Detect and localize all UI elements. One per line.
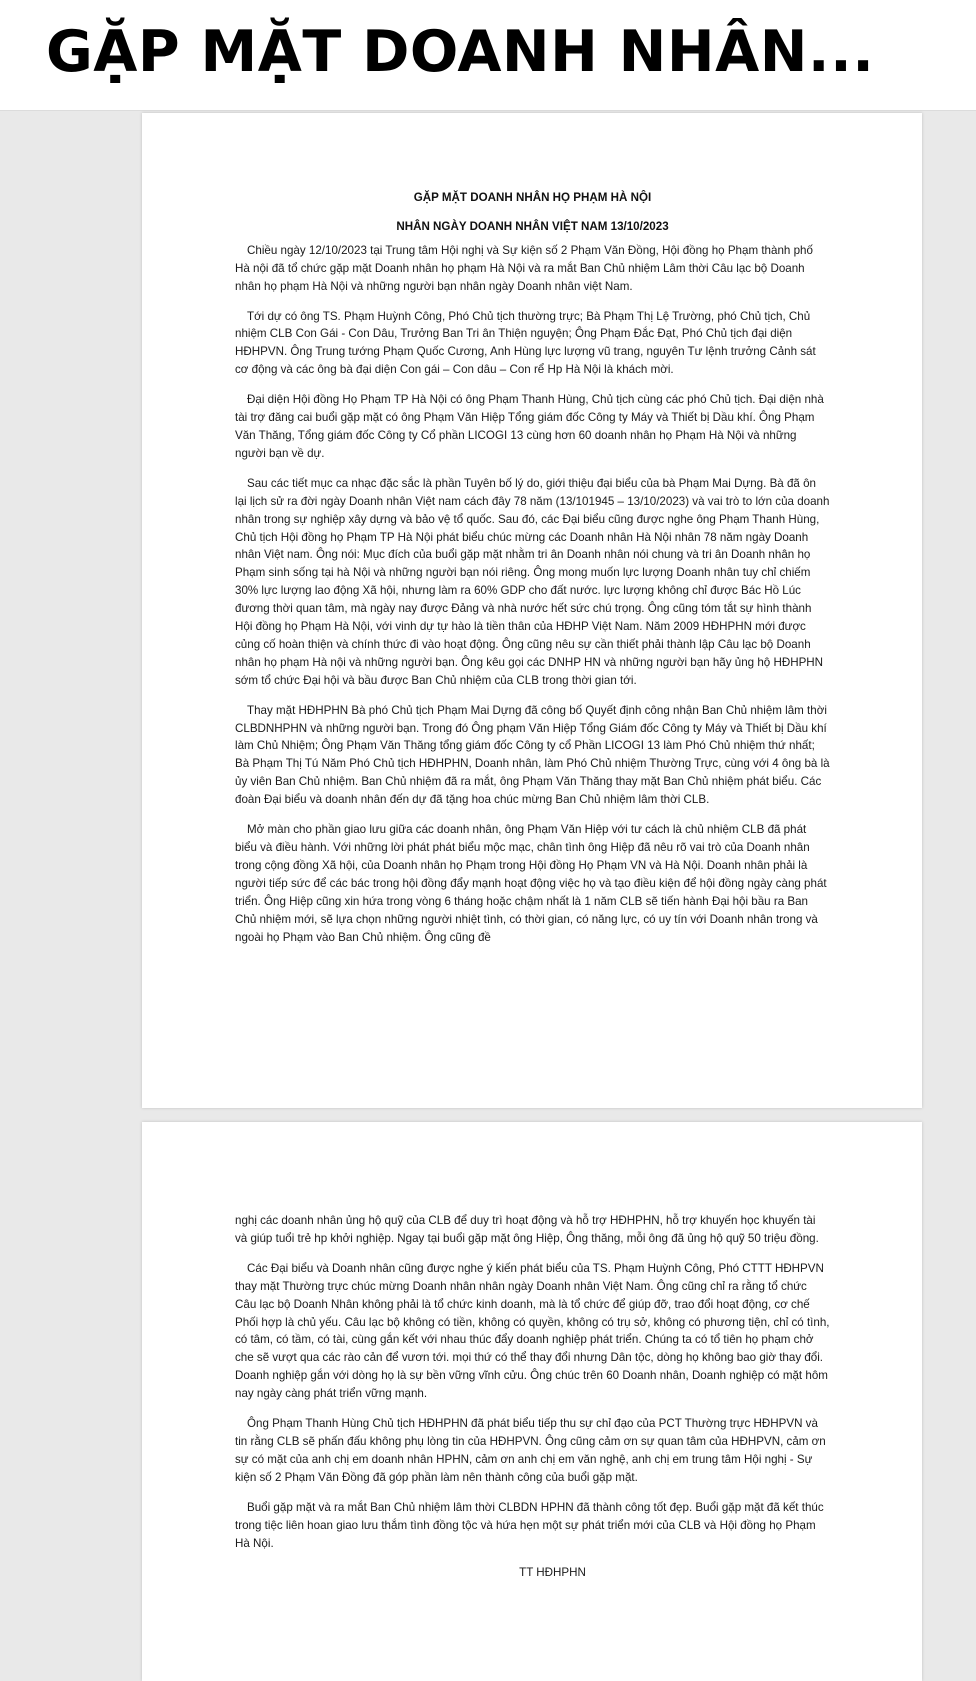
headline-banner: [0, 0, 976, 111]
paragraph: nghị các doanh nhân ủng hộ quỹ của CLB để duy trì hoạt động và hỗ trợ HĐHPHN, hỗ trợ khuyến học khuyến tài và giúp tuổi trẻ hp khởi nghiệp. Ngay tại buổi gặp mặt ông Hiệp, Ông thăng, mỗi ông đã ủng hộ quỹ 50 triệu đồng.: [235, 1214, 819, 1245]
document-subtitle: NHÂN NGÀY DOANH NHÂN VIỆT NAM 13/10/2023: [396, 219, 669, 233]
paragraph: Ông Phạm Thanh Hùng Chủ tịch HĐHPHN đã phát biểu tiếp thu sự chỉ đạo của PCT Thường trực HĐHPVN và tin rằng CLB sẽ phấn đấu không phụ lòng tin của HĐHPVN. Ông cũng cảm ơn sự quan tâm của HĐHPVN, cảm ơn sự có mặt của anh chị em doanh nhân HPHN, cảm ơn anh chị em văn nghệ, anh chị em trung tâm Hội nghị - Sự kiện số 2 Phạm Văn Đồng đã góp phần làm nên thành công của buổi gặp mặt.: [235, 1417, 826, 1484]
document-title: GẶP MẶT DOANH NHÂN HỌ PHẠM HÀ NỘI: [413, 191, 652, 204]
paragraph: Sau các tiết mục ca nhạc đặc sắc là phần Tuyên bố lý do, giới thiệu đại biểu của bà Phạm Mai Dựng. Bà đã ôn lại lịch sử ra đời ngày Doanh nhân Việt nam cách đây 78 năm (13/101945 – 13/10/2023) và vai trò to lớn của doanh nhân trong sự nghiệp xây dựng và bảo vệ tổ quốc. Sau đó, các Đại biểu cũng được nghe ông Phạm Thanh Hùng, Chủ tịch Hội đồng họ Phạm TP Hà Nội phát biểu chúc mừng các Doanh nhân Hà Nội nhân 78 năm ngày Doanh nhân Việt nam. Ông nói: Mục đích của buổi gặp mặt nhằm tri ân Doanh nhân nói chung và tri ân Doanh nhân họ Phạm sinh sống tại hà Nội và những người bạn nói riêng. Ông mong muốn lực lượng Doanh nhân tuy chỉ chiếm 30% lực lượng lao động Xã hội, nhưng làm ra 60% GDP cho đất nước. lực lượng không chỉ được Bác Hồ Lúc đương thời quan tâm, mà ngày nay được Đảng và nhà nước hết sức chú trọng. Ông cũng tóm tắt sự hình thành Hội đồng họ Phạm Hà Nội, với vinh dự tự hào là tiền thân của HĐHP Việt Nam. Năm 2009 HĐHPHN mới được củng cố hoàn thiện và chính thức đi vào hoạt động. Ông cũng nêu sự cần thiết phải thành lập Câu lạc bộ Doanh nhân họ phạm Hà nội và những người bạn. Ông kêu gọi các DNHP HN và những người bạn hãy ủng hộ HĐHPHN sớm tổ chức Đại hội và bầu được Ban Chủ nhiệm của CLB trong thời gian tới.: [235, 476, 830, 687]
paragraph: Các Đại biểu và Doanh nhân cũng được nghe ý kiến phát biểu của TS. Phạm Huỳnh Công, Phó CTTT HĐHPVN thay mặt Thường trực chúc mừng Doanh nhân nhân ngày Doanh nhân Việt Nam. Ông cũng chỉ ra rằng tổ chức Câu lạc bộ Doanh Nhân không phải là tổ chức kinh doanh, mà là tổ chức để giúp đỡ, trao đổi hoạt động, cơ chế Phối hợp là chủ yếu. Câu lạc bộ không có tiền, không có quyền, không có trụ sở, không có phương tiện, chỉ có tình, có tâm, có tầm, có tài, cùng gắn kết với nhau thúc đẩy doanh nghiệp phát triển. Chúng ta có tổ tiên họ phạm chở che sẽ vượt qua các rào cản để vươn tới. mọi thứ có thể thay đổi nhưng Dân tộc, dòng họ không bao giờ thay đổi. Doanh nghiệp gắn với dòng họ là sự bền vững vĩnh cửu. Ông chúc trên 60 Doanh nhân, Doanh nghiệp có mặt hôm nay ngày càng phát triển vững mạnh.: [235, 1261, 830, 1401]
paragraph: Đại diện Hội đồng Họ Phạm TP Hà Nội có ông Phạm Thanh Hùng, Chủ tịch cùng các phó Chủ tịch. Đại diện nhà tài trợ đăng cai buổi gặp mặt có ông Phạm Văn Hiệp Tổng giám đốc Công ty Máy và Thiết bị Dầu khí. Ông Phạm Văn Thăng, Tổng giám đốc Công ty Cổ phần LICOGI 13 cùng hơn 60 doanh nhân họ Phạm Hà Nội và những người bạn về dự.: [235, 393, 824, 460]
document-page-2: [142, 1122, 922, 1681]
paragraph: Thay mặt HĐHPHN Bà phó Chủ tịch Phạm Mai Dựng đã công bố Quyết định công nhận Ban Chủ nhiệm lâm thời CLBDNHPHN và những người bạn. Trong đó Ông phạm Văn Hiệp Tổng Giám đốc Công ty Máy và Thiết bị Dầu khí làm Chủ Nhiệm; Ông Phạm Văn Thăng tổng giám đốc Công ty cổ Phần LICOGI 13 làm Phó Chủ nhiệm thứ nhất; Bà Phạm Thị Tú Năm Phó Chủ tịch HĐHPHN, Doanh nhân, làm Phó Chủ nhiệm Thường Trực, cùng với 4 ông bà là ủy viên Ban Chủ nhiệm. Ban Chủ nhiệm đã ra mắt, ông Phạm Văn Thăng thay mặt Ban Chủ nhiệm phát biểu. Các đoàn Đại biểu và doanh nhân đến dự đã tặng hoa chúc mừng Ban Chủ nhiệm lâm thời CLB.: [235, 703, 830, 807]
paragraph: Chiều ngày 12/10/2023 tại Trung tâm Hội nghị và Sự kiện số 2 Phạm Văn Đồng, Hội đồng họ Phạm thành phố Hà nội đã tổ chức gặp mặt Doanh nhân họ phạm Hà Nội và ra mắt Ban Chủ nhiệm Lâm thời Câu lạc bộ Doanh nhân họ phạm Hà Nội và những người bạn nhân ngày Doanh nhân việt Nam.: [235, 243, 813, 293]
page-2-body: [235, 1212, 830, 1582]
paragraph: Tới dự có ông TS. Phạm Huỳnh Công, Phó Chủ tịch thường trực; Bà Phạm Thị Lệ Trường, phó Chủ tịch, Chủ nhiệm CLB Con Gái - Con Dâu, Trưởng Ban Tri ân Thiện nguyện; Ông Phạm Đắc Đạt, Phó Chủ tịch đại diện HĐHPVN. Ông Trung tướng Phạm Quốc Cương, Anh Hùng lực lượng vũ trang, nguyên Tư lệnh trưởng Cảnh sát cơ động và các ông bà đại diện Con gái – Con dâu – Con rể Hp Hà Nội là khách mời.: [235, 309, 816, 377]
page-1-body: [235, 189, 830, 958]
document-page-1: [142, 113, 922, 1108]
headline: GẶP MẶT DOANH NHÂN...: [46, 19, 875, 85]
signature: TT HĐHPHN: [519, 1566, 586, 1580]
paragraph: Mở màn cho phần giao lưu giữa các doanh nhân, ông Phạm Văn Hiệp với tư cách là chủ nhiệm CLB đã phát biểu và điều hành. Với những lời phát phát biểu mộc mạc, chân tình ông Hiệp đã nêu rõ vai trò của Doanh nhân trong cộng đồng Xã hội, của Doanh nhân họ Phạm trong Hội đồng Họ Phạm VN và Hà Nội. Doanh nhân phải là người tiếp sức để các bác trong hội đồng đẩy mạnh hoạt động việc họ và tạo điều kiện để hội đồng ngày càng phát triển. Ông Hiệp cũng xin hứa trong vòng 6 tháng hoặc chậm nhất là 1 năm CLB sẽ tiến hành Đại hội bầu ra Ban Chủ nhiệm mới, sẽ lựa chọn những người nhiệt tình, có thời gian, có năng lực, có uy tín với Doanh nhân trong và ngoài họ Phạm vào Ban Chủ nhiệm. Ông cũng đề: [235, 823, 827, 944]
paragraph: Buổi gặp mặt và ra mắt Ban Chủ nhiệm lâm thời CLBDN HPHN đã thành công tốt đẹp. Buổi gặp mặt đã kết thúc trong tiệc liên hoan giao lưu thắm tình đồng tộc và hứa hẹn một sự phát triển mới của CLB và Hội đồng họ Phạm Hà Nội.: [235, 1500, 824, 1550]
